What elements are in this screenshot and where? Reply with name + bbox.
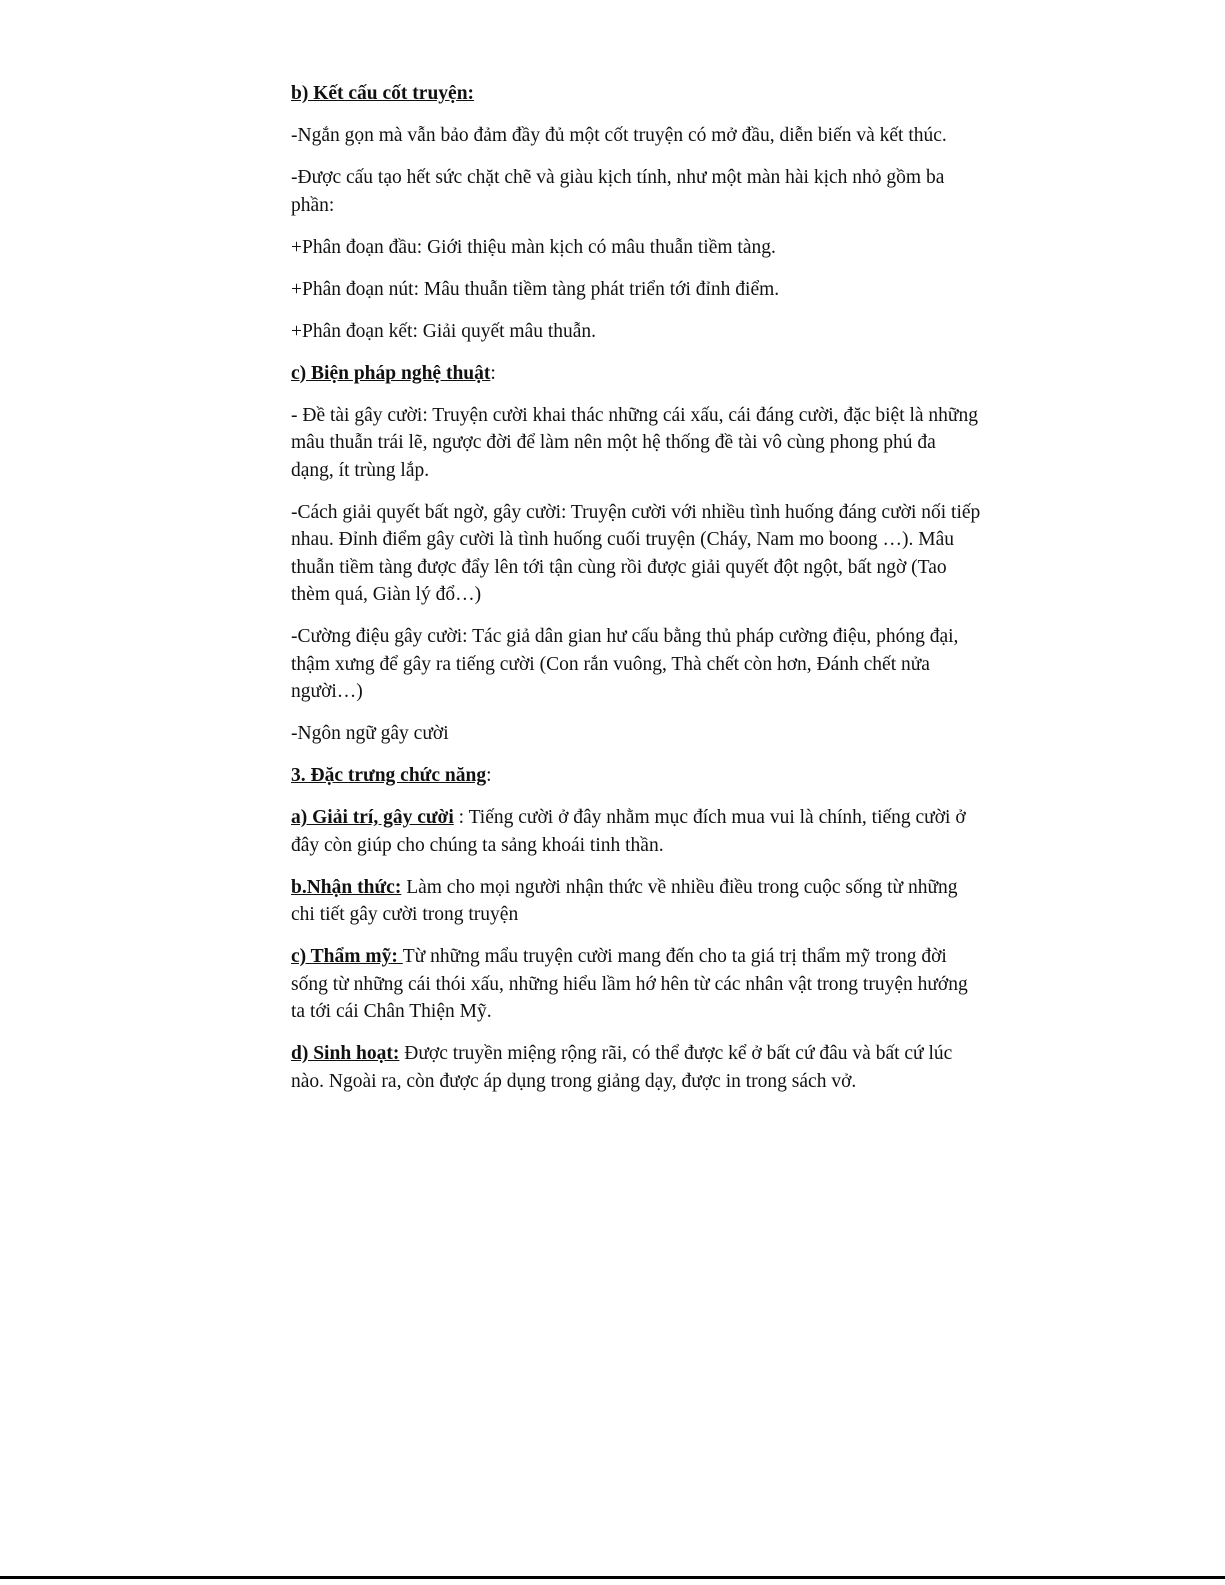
function-b-label: b.Nhận thức: — [291, 876, 402, 898]
paragraph: +Phân đoạn nút: Mâu thuẫn tiềm tàng phát triển tới đỉnh điểm. — [291, 278, 780, 300]
function-d-text: Được truyền miệng rộng rãi, có thể được kể ở bất cứ đâu và bất cứ lúc nào. Ngoài ra, còn được áp dụng trong giảng dạy, được in trong sách vở. — [291, 1043, 953, 1092]
paragraph: +Phân đoạn đầu: Giới thiệu màn kịch có mâu thuẫn tiềm tàng. — [291, 236, 776, 258]
paragraph: -Ngắn gọn mà vẫn bảo đảm đầy đủ một cốt truyện có mở đầu, diễn biến và kết thúc. — [291, 125, 947, 146]
function-a-text: : Tiếng cười ở đây nhằm mục đích mua vui là chính, tiếng cười ở đây còn giúp cho chúng ta sảng khoái tinh thần. — [291, 807, 966, 856]
function-a-label: a) Giải trí, gây cười — [291, 807, 454, 828]
paragraph: -Ngôn ngữ gây cười — [291, 723, 449, 744]
section-3-heading-text: 3. Đặc trưng chức năng — [291, 765, 487, 786]
paragraph: +Phân đoạn kết: Giải quyết mâu thuẫn. — [291, 320, 597, 342]
section-c-heading — [291, 360, 981, 388]
paragraph: -Cường điệu gây cười: Tác giả dân gian hư cấu bằng thủ pháp cường điệu, phóng đại, thậm xưng để gây ra tiếng cười (Con rắn vuông, Thà chết còn hơn, Đánh chết nửa người…) — [291, 626, 959, 702]
section-3-heading — [291, 762, 981, 790]
section-c-heading-text: c) Biện pháp nghệ thuật — [291, 362, 491, 384]
function-a-paragraph — [291, 804, 981, 859]
heading-colon: : — [486, 765, 492, 786]
page-bottom-border — [0, 1576, 1225, 1579]
function-c-label: c) Thẩm mỹ: — [291, 946, 403, 967]
section-b-heading-text: b) Kết cấu cốt truyện: — [291, 83, 475, 104]
paragraph: -Được cấu tạo hết sức chặt chẽ và giàu kịch tính, như một màn hài kịch nhỏ gồm ba phần: — [291, 167, 945, 216]
function-b-text: Làm cho mọi người nhận thức về nhiều điều trong cuộc sống từ những chi tiết gây cười trong truyện — [291, 876, 958, 925]
document-page — [291, 80, 981, 1110]
function-c-text: Từ những mẩu truyện cười mang đến cho ta giá trị thẩm mỹ trong đời sống từ những cái thói xấu, những hiểu lầm hớ hên từ các nhân vật trong truyện hướng ta tới cái Chân Thiện Mỹ. — [291, 946, 968, 1022]
function-d-label: d) Sinh hoạt: — [291, 1043, 400, 1064]
section-b-heading — [291, 80, 981, 108]
heading-colon: : — [490, 362, 496, 384]
paragraph: - Đề tài gây cười: Truyện cười khai thác những cái xấu, cái đáng cười, đặc biệt là những mâu thuẫn trái lẽ, ngược đời để làm nên một hệ thống đề tài vô cùng phong phú đa dạng, ít trùng lắp. — [291, 404, 979, 481]
function-d-paragraph — [291, 1040, 981, 1095]
function-b-paragraph — [291, 874, 981, 929]
function-c-paragraph — [291, 943, 981, 1026]
paragraph: -Cách giải quyết bất ngờ, gây cười: Truyện cười với nhiều tình huống đáng cười nối tiếp nhau. Đỉnh điểm gây cười là tình huống cuối truyện (Cháy, Nam mo boong …). Mâu thuẫn tiềm tàng được đẩy lên tới tận cùng rồi được giải quyết đột ngột, bất ngờ (Tao thèm quá, Giàn lý đổ…) — [291, 501, 981, 605]
